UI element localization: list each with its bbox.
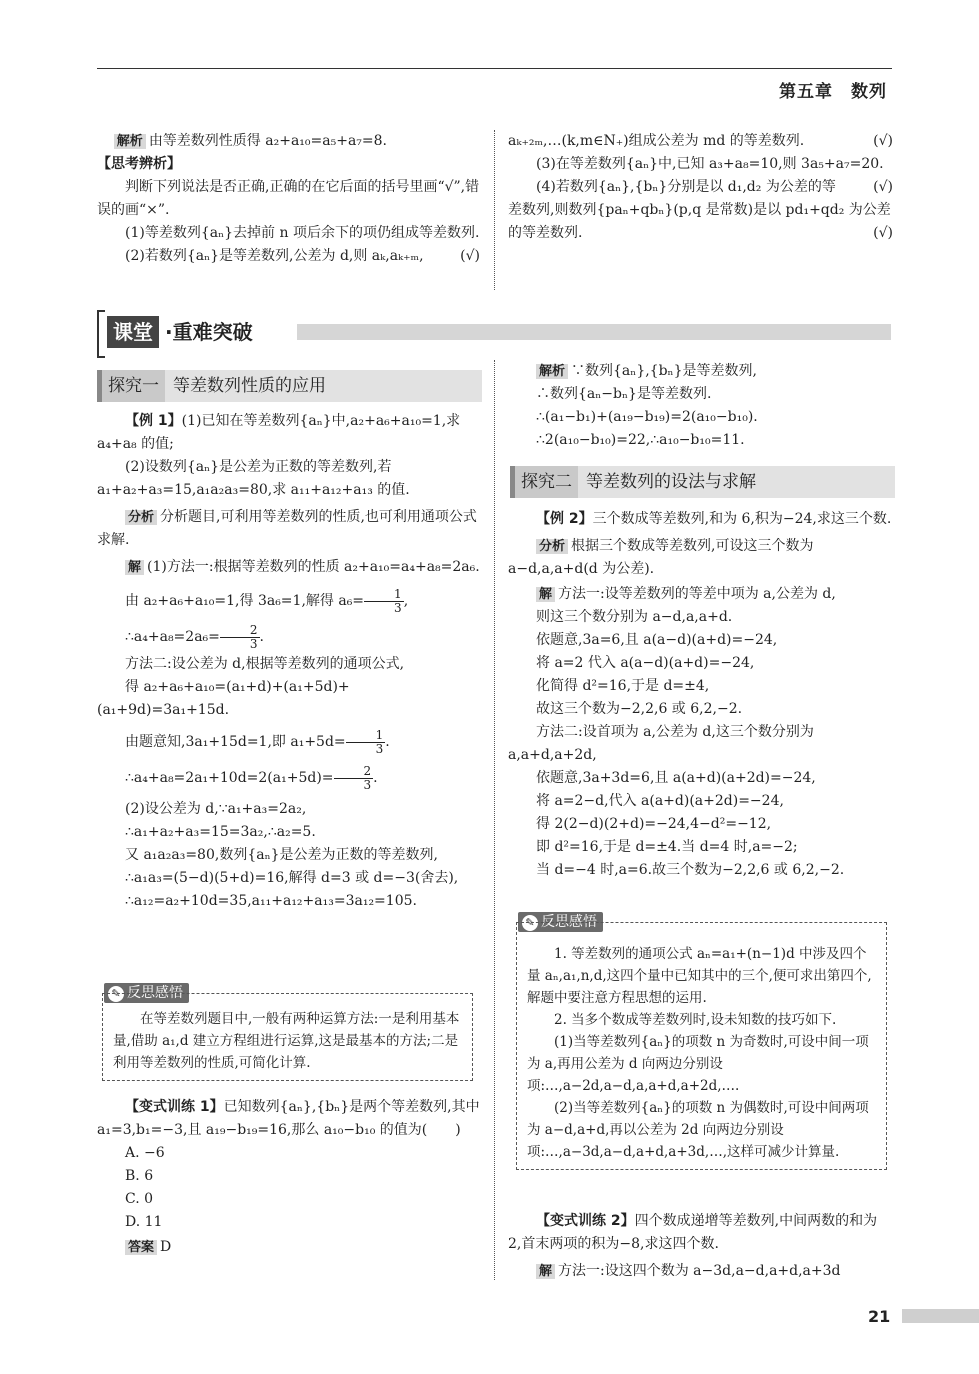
example-1 (97, 410, 480, 456)
answer-tag: 答案 (125, 1240, 157, 1255)
variant-1-text: 已知数列{aₙ},{bₙ}是两个等差数列,其中 a₁=3,b₁=−3,且 a₁₉−b₁₉=16,那么 a₁₀−b₁₀ 的值为( ) (97, 1099, 480, 1138)
reflect-box-left (102, 993, 473, 1081)
example-2 (508, 508, 893, 531)
right-analysis-block (508, 360, 893, 452)
variant-2-block (508, 1210, 893, 1283)
fraction-4-num: 2 (334, 765, 374, 779)
page-number: 21 (868, 1307, 891, 1326)
solution-tag: 解 (536, 1264, 555, 1279)
fraction-1-den: 3 (394, 600, 402, 615)
statement-1-text: (1)等差数列{aₙ}去掉前 n 项后余下的项仍组成等差数列. (125, 225, 480, 241)
solution-text-3b: . (259, 629, 264, 645)
section-box: 课堂 (107, 316, 159, 348)
statement-4-text: (4)若数列{aₙ},{bₙ}分别是以 d₁,d₂ 为公差的等差数列,则数列{paₙ+qbₙ}(p,q 是常数)是以 pd₁+qd₂ 为公差的等差数列. (508, 179, 891, 241)
statement-2-end (508, 130, 893, 153)
solution-line-12: ∴a₁₂=a₂+10d=35,a₁₁+a₁₂+a₁₃=3a₁₂=105. (125, 893, 417, 909)
analysis-text: 分析题目,可利用等差数列的性质,也可利用通项公式求解. (97, 509, 477, 548)
right-solution-1 (508, 583, 893, 606)
example-2-analysis-text: 根据三个数成等差数列,可设这三个数为 a−d,a,a+d(d 为公差). (508, 538, 814, 577)
fraction-2 (220, 624, 260, 651)
option-d: D. 11 (125, 1214, 163, 1230)
explore-1-heading (97, 370, 482, 402)
reflect-point-2: 2. 当多个数成等差数列时,设未知数的技巧如下. (554, 1012, 837, 1028)
fraction-1-num: 1 (364, 588, 404, 602)
solution-line-2 (97, 585, 480, 617)
right-analysis-3: ∴(a₁−b₁)+(a₁₉−b₁₉)=2(a₁₀−b₁₀). (536, 409, 758, 425)
variant-2-solution (508, 1260, 893, 1283)
reflect-point-1: 1. 等差数列的通项公式 aₙ=a₁+(n−1)d 中涉及四个量 aₙ,a₁,n,d,这四个量中已知其中的三个,便可求出第四个,解题中要注意方程思想的运用. (527, 946, 872, 1006)
right-solution-9: 将 a=2−d,代入 a(a+d)(a+2d)=−24, (536, 793, 784, 809)
solution-text-3: ∴a₄+a₈=2a₆= (125, 629, 220, 645)
page-number-bar (902, 1309, 979, 1323)
top-column-divider (494, 130, 495, 290)
top-right-column (508, 130, 893, 245)
solution-text-7: ∴a₄+a₈=2a₁+10d=2(a₁+5d)= (125, 770, 334, 786)
variant-2-title: 【变式训练 2】 (536, 1213, 635, 1229)
solution-line-3 (97, 621, 480, 653)
explore-2-heading (510, 466, 895, 498)
fraction-4-den: 3 (363, 777, 372, 792)
fraction-2-num: 2 (220, 624, 260, 638)
example-2-text: 三个数成等差数列,和为 6,积为−24,求这三个数. (592, 511, 892, 527)
solution-line-1 (97, 556, 480, 579)
chapter-title: 第五章 数列 (779, 82, 887, 102)
variant-2-text: 四个数成递增等差数列,中间两数的和为 2,首末两项的积为−8,求这四个数. (508, 1213, 878, 1252)
variant-1-block (97, 1096, 480, 1259)
option-a: A. −6 (125, 1145, 165, 1161)
answer-text: D (160, 1239, 172, 1255)
reflect-text-left: 在等差数列题目中,一般有两种运算方法:一是利用基本量,借助 a₁,d 建立方程组进行运算,这是最基本的方法;二是利用等差数列的性质,可简化计算. (113, 1011, 460, 1071)
right-analysis-2: ∴数列{aₙ−bₙ}是等差数列. (536, 386, 712, 402)
explore-2-key: 探究二 (515, 466, 578, 498)
solution-line-4: 方法二:设公差为 d,根据等差数列的通项公式, (125, 656, 405, 672)
solution-line-8: (2)设公差为 d,∵a₁+a₃=2a₂, (125, 801, 307, 817)
example-1-title: 【例 1】 (125, 413, 182, 429)
solution-line-7 (97, 762, 480, 794)
variant-1 (97, 1096, 480, 1142)
solution-text-2: 由 a₂+a₆+a₁₀=1,得 3a₆=1,解得 a₆= (125, 593, 365, 609)
example-1-q1: (1)已知在等差数列{aₙ}中,a₂+a₆+a₁₀=1,求 a₄+a₈ 的值; (97, 413, 461, 452)
option-b: B. 6 (125, 1168, 154, 1184)
fraction-1 (364, 588, 404, 615)
statement-2-mark: (√) (873, 133, 893, 149)
statement-3 (508, 153, 893, 195)
explore-2-title: 等差数列的设法与求解 (586, 472, 756, 492)
right-solution-6: 故这三个数为−2,2,6 或 6,2,−2. (536, 701, 743, 717)
example-2-analysis (508, 535, 893, 581)
right-solution-text-1: 方法一:设等差数列的等差中项为 a,公差为 d, (558, 586, 836, 602)
statement-3-text: (3)在等差数列{aₙ}中,已知 a₃+a₈=10,则 3a₅+a₇=20. (536, 156, 884, 172)
analysis-tag: 分析 (125, 510, 157, 525)
solution-line-9: ∴a₁+a₂+a₃=15=3a₂,∴a₂=5. (125, 824, 316, 840)
reflect-label-text: 反思感悟 (127, 985, 183, 1001)
statement-2-end-text: aₖ₊₂ₘ,…(k,m∈N₊)组成公差为 md 的等差数列. (508, 133, 805, 149)
variant-2-solution-text: 方法一:设这四个数为 a−3d,a−d,a+d,a+3d (558, 1263, 841, 1279)
answer-line (97, 1236, 480, 1259)
pencil-icon: ✎ (108, 986, 124, 1002)
right-solution-5: 化简得 d²=16,于是 d=±4, (536, 678, 710, 694)
solution-text-6b: . (385, 734, 390, 750)
top-left-column (97, 130, 480, 268)
analysis-tag: 解析 (536, 364, 568, 379)
thinking-heading: 【思考辨析】 (97, 156, 181, 172)
statement-1-mark: (√) (460, 248, 480, 264)
section-banner (97, 310, 892, 354)
solution-text-6: 由题意知,3a₁+15d=1,即 a₁+5d= (125, 734, 346, 750)
solution-line-5: 得 a₂+a₆+a₁₀=(a₁+d)+(a₁+5d)+(a₁+9d)=3a₁+15d. (97, 679, 350, 718)
example-1-q2: (2)设数列{aₙ}是公差为正数的等差数列,若 a₁+a₂+a₃=15,a₁a₂a₃=80,求 a₁₁+a₁₂+a₁₃ 的值. (97, 459, 410, 498)
fraction-3 (346, 729, 386, 756)
statement-3-mark: (√) (873, 179, 893, 195)
right-main-column (508, 508, 893, 882)
solution-line-10: 又 a₁a₂a₃=80,数列{aₙ}是公差为正数的等差数列, (125, 847, 438, 863)
solution-text-7b: . (373, 770, 378, 786)
statement-4 (508, 176, 893, 245)
right-solution-3: 依题意,3a=6,且 a(a−d)(a+d)=−24, (536, 632, 778, 648)
section-bar (297, 324, 891, 340)
fraction-4 (334, 765, 374, 792)
analysis-tag: 解析 (114, 134, 146, 149)
explore-1-key: 探究一 (102, 370, 165, 402)
right-solution-7: 方法二:设首项为 a,公差为 d,这三个数分别为 a,a+d,a+2d, (508, 724, 814, 763)
statement-4-mark: (√) (873, 225, 893, 241)
variant-2 (508, 1210, 893, 1256)
option-c: C. 0 (125, 1191, 154, 1207)
right-solution-4: 将 a=2 代入 a(a−d)(a+d)=−24, (536, 655, 755, 671)
solution-tag: 解 (125, 560, 144, 575)
section-bracket (97, 310, 105, 358)
section-title: ·重难突破 (165, 320, 253, 344)
variant-1-title: 【变式训练 1】 (125, 1099, 224, 1115)
pencil-icon: ✎ (522, 915, 538, 931)
solution-line-11: ∴a₁a₃=(5−d)(5+d)=16,解得 d=3 或 d=−3(舍去), (125, 870, 459, 886)
example-2-title: 【例 2】 (536, 511, 593, 527)
left-main-column (97, 410, 480, 913)
right-solution-8: 依题意,3a+3d=6,且 a(a+d)(a+2d)=−24, (536, 770, 816, 786)
statement-2-start: (2)若数列{aₙ}是等差数列,公差为 d,则 aₖ,aₖ₊ₘ, (125, 248, 424, 264)
solution-text-1: (1)方法一:根据等差数列的性质 a₂+a₁₀=a₄+a₈=2a₆. (147, 559, 480, 575)
right-analysis-text-1: ∵数列{aₙ},{bₙ}是等差数列, (571, 363, 757, 379)
right-analysis-4: ∴2(a₁₀−b₁₀)=22,∴a₁₀−b₁₀=11. (536, 432, 745, 448)
fraction-2-den: 3 (249, 636, 258, 651)
right-solution-11: 即 d²=16,于是 d=±4.当 d=4 时,a=−2; (536, 839, 798, 855)
right-solution-12: 当 d=−4 时,a=6.故三个数为−2,2,6 或 6,2,−2. (536, 862, 845, 878)
fraction-3-den: 3 (375, 741, 384, 756)
analysis-tag: 分析 (536, 539, 568, 554)
reflect-point-3: (1)当等差数列{aₙ}的项数 n 为奇数时,可设中间一项为 a,再用公差为 d 向两边分别设项:…,a−2d,a−d,a,a+d,a+2d,…. (527, 1034, 869, 1094)
solution-text-2b: , (403, 593, 409, 609)
main-column-divider (494, 360, 495, 1280)
reflect-point-4: (2)当等差数列{aₙ}的项数 n 为偶数时,可设中间两项为 a−d,a+d,再以公差为 2d 向两边分别设项:…,a−3d,a−d,a+d,a+3d,…,这样可减少计算量. (527, 1100, 869, 1160)
thinking-instruction: 判断下列说法是否正确,正确的在它后面的括号里画“√”,错误的画“×”. (97, 179, 480, 218)
top-analysis (97, 130, 480, 153)
right-solution-2: 则这三个数分别为 a−d,a,a+d. (536, 609, 733, 625)
explore-1-title: 等差数列性质的应用 (173, 376, 326, 396)
example-1-analysis (97, 506, 480, 552)
reflect-box-right (516, 922, 887, 1170)
fraction-3-num: 1 (346, 729, 386, 743)
right-solution-10: 得 2(2−d)(2+d)=−24,4−d²=−12, (536, 816, 772, 832)
header-rule (97, 68, 892, 69)
reflect-label-text: 反思感悟 (541, 914, 597, 930)
top-analysis-text: 由等差数列性质得 a₂+a₁₀=a₅+a₇=8. (148, 133, 387, 149)
right-analysis-1 (508, 360, 893, 383)
solution-tag: 解 (536, 587, 555, 602)
solution-line-6 (97, 726, 480, 758)
